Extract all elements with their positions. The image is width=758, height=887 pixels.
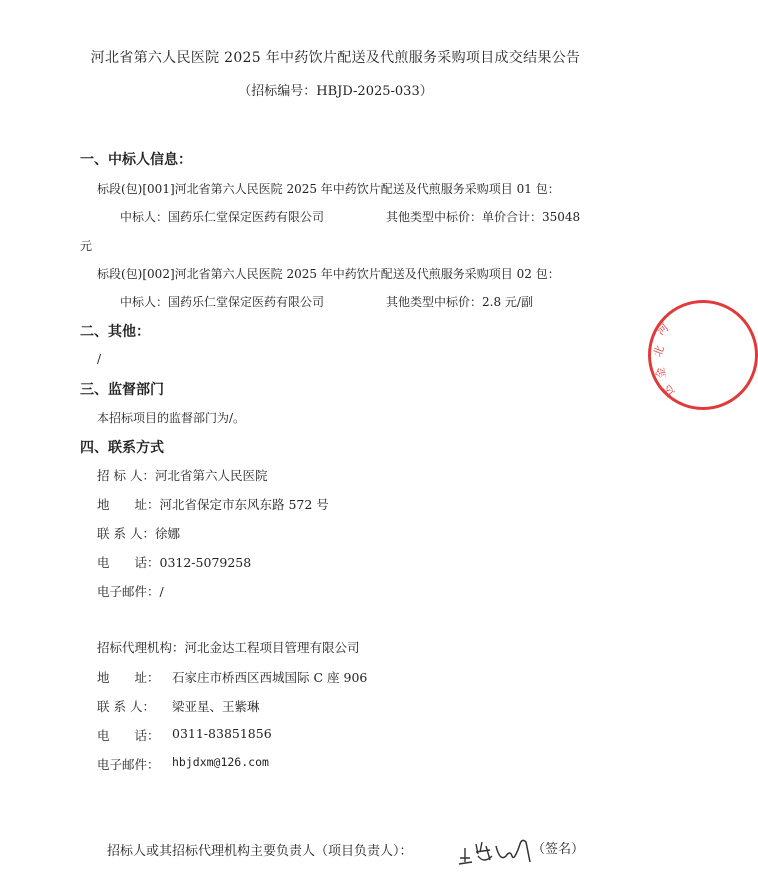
tenderer-name: 招 标 人：河北省第六人民医院 xyxy=(97,468,268,483)
signatory-label: 招标人或其招标代理机构主要负责人（项目负责人）： xyxy=(107,844,413,859)
tenderer-contact: 联 系 人：徐娜 xyxy=(97,526,180,541)
tenderer-email: 电子邮件：/ xyxy=(97,584,164,599)
agency-contact-label: 联 系 人： xyxy=(97,699,155,714)
other-content: / xyxy=(97,352,102,366)
lot1-winner: 中标人：国药乐仁堂保定医药有限公司 xyxy=(120,210,325,224)
agency-phone: 0311-83851856 xyxy=(172,726,272,741)
lot1-price: 其他类型中标价：单价合计：35048 xyxy=(386,210,581,224)
lot2-price: 其他类型中标价：2.8 元/副 xyxy=(386,295,533,309)
tenderer-address: 地 址：河北省保定市东风东路 572 号 xyxy=(97,497,329,512)
agency-address: 石家庄市桥西区西城国际 C 座 906 xyxy=(172,670,368,685)
section-heading-other: 二、其他： xyxy=(80,324,150,340)
lot2-winner: 中标人：国药乐仁堂保定医药有限公司 xyxy=(120,295,325,309)
bid-number: （招标编号：HBJD-2025-033） xyxy=(238,84,433,99)
signature-image xyxy=(456,834,536,868)
agency-contact: 梁亚星、王紫琳 xyxy=(172,699,260,714)
agency-email: hbjdxm@126.com xyxy=(172,755,269,769)
company-seal: 河 北 金 达 xyxy=(648,300,758,410)
page-title: 河北省第六人民医院 2025 年中药饮片配送及代煎服务采购项目成交结果公告 xyxy=(90,50,581,66)
lot1-price-unit: 元 xyxy=(80,239,93,253)
section-heading-winner: 一、中标人信息： xyxy=(80,152,192,168)
agency-name: 招标代理机构：河北金达工程项目管理有限公司 xyxy=(97,640,360,655)
section-heading-supervision: 三、监督部门 xyxy=(80,382,164,398)
section-heading-contact: 四、联系方式 xyxy=(80,440,164,456)
tenderer-phone: 电 话：0312-5079258 xyxy=(97,555,252,570)
agency-email-label: 电子邮件： xyxy=(97,757,160,772)
sign-note: （签名） xyxy=(532,842,585,857)
agency-address-label: 地 址： xyxy=(97,670,160,685)
lot2-label: 标段(包)[002]河北省第六人民医院 2025 年中药饮片配送及代煎服务采购项目 02 包： xyxy=(97,267,560,281)
supervision-content: 本招标项目的监督部门为/。 xyxy=(97,411,246,425)
agency-phone-label: 电 话： xyxy=(97,728,160,743)
lot1-label: 标段(包)[001]河北省第六人民医院 2025 年中药饮片配送及代煎服务采购项目 01 包： xyxy=(97,182,560,196)
